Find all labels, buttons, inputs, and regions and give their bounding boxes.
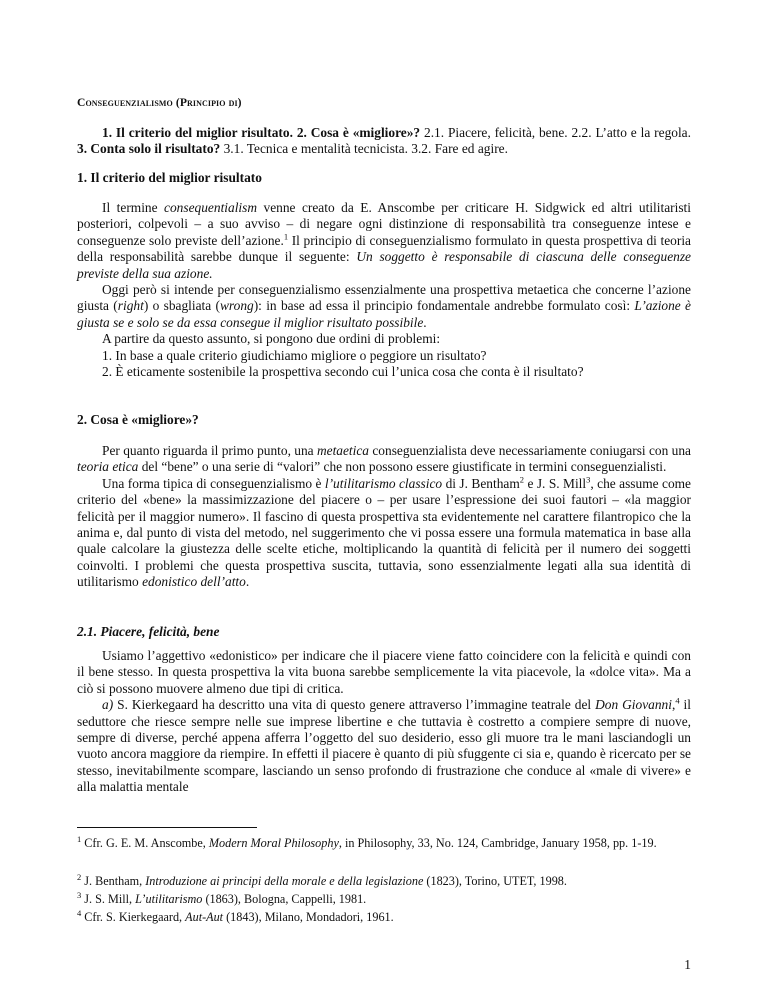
footnote-3: $^3$ J. S. Mill, L’utilitarismo (1863), Bologna, Cappelli, 1981.	[77, 889, 367, 906]
paragraph: Per quanto riguarda il primo punto, una metaetica conseguenzialista deve necessariamente coniugarsi con una teoria etica del “bene” o una serie di “valori” che non possono essere giustificate in termini conseguenzialisti.	[77, 443, 691, 475]
page-number: 1	[684, 957, 691, 972]
footnote-ref-1: 1	[283, 231, 289, 242]
outline-section-1: 1. Il criterio del miglior risultato.	[102, 125, 293, 140]
outline-section-2: 2. Cosa è «migliore»?	[296, 125, 421, 140]
section-2-1-body	[77, 648, 691, 796]
footnote-1: $^1$ Cfr. G. E. M. Anscombe, Modern Moral Philosophy, in Philosophy, 33, No. 124, Cambridge, January 1958, pp. 1-19.	[77, 833, 657, 850]
footnote-2: $^2$ J. Bentham, Introduzione ai principi della morale e della legislazione (1823), Torino, UTET, 1998.	[77, 871, 567, 888]
footnote-ref-2: 2	[519, 474, 525, 485]
question-1: 1. In base a quale criterio giudichiamo migliore o peggiore un risultato?	[102, 347, 487, 363]
question-2: 2. È eticamente sostenibile la prospettiva secondo cui l’unica cosa che conta è il risultato?	[102, 364, 584, 380]
outline-section-3: 3. Conta solo il risultato?	[77, 141, 221, 157]
section-2-heading: 2. Cosa è «migliore»?	[77, 412, 199, 427]
section-1-heading: 1. Il criterio del miglior risultato	[77, 170, 262, 185]
footnote-separator	[77, 827, 257, 828]
section-2-1-heading: 2.1. Piacere, felicità, bene	[77, 624, 220, 639]
paragraph: Una forma tipica di conseguenzialismo è l’utilitarismo classico di J. Bentham$^2$ e J. S. Mill$^3$, che assume come criterio del «bene» la massimizzazione del piacere o – per usare l’espressione dei suoi fautori – «la maggior felicità per il maggior numero». Il fascino di questa prospettiva sta evidentemente nel carattere filantropico che la anima e, dal punto di vista del metodo, nel suggerimento che vi possa essere una formula matematica in base alla quale calcolare la giustezza delle scelte etiche, moltiplicando la quantità di felicità per il numero dei soggetti coinvolti. I problemi che questa prospettiva suscita, tuttavia, sono essenzialmente legati alla sua identità di utilitarismo edonistico dell’atto.	[77, 474, 692, 590]
paragraph: a) S. Kierkegaard ha descritto una vita di questo genere attraverso l’immagine teatrale del Don Giovanni,$^4$ il seduttore che riesce sempre nelle sue imprese libertine e che tuttavia è costretto a compiere sempre di nuove, sempre di diverse, perché appena afferra l’oggetto del suo desiderio, esso gli muore tra le mani lasciandogli un vuoto ancora maggiore da riempire. In effetti il piacere è quanto di più sfuggente ci sia e, quando è ricercato per se stesso, inevitabilmente scompare, lasciando un senso profondo di frustrazione che conduce al «male di vivere» e alla malattia mentale	[77, 695, 691, 795]
paragraph: Il termine consequentialism venne creato da E. Anscombe per criticare H. Sidgwick ed altri utilitaristi posteriori, colpevoli – a suo avviso – di negare ogni distinzione di responsabilità tra conseguenze intese e conseguenze solo previste dell’azione.$^1$ Il principio di conseguenzialismo formulato in questa prospettiva di teoria della responsabilità sarebbe dunque il seguente: Un soggetto è responsabile di ciascuna delle conseguenze previste della sua azione.	[77, 200, 691, 281]
document-title: Conseguenzialismo (Principio di)	[77, 96, 242, 109]
paragraph: Oggi però si intende per conseguenzialismo essenzialmente una prospettiva metaetica che concerne l’azione giusta (right) o sbagliata (wrong): in base ad essa il principio fondamentale andrebbe formulato così: L’azione è giusta se e solo se da essa consegue il miglior risultato possibile.	[77, 282, 692, 330]
footnote-ref-3: 3	[586, 474, 591, 485]
outline-section-2-subs: 2.1. Piacere, felicità, bene. 2.2. L’atto e la regola.	[424, 125, 691, 140]
outline-section-3-subs: 3.1. Tecnica e mentalità tecnicista. 3.2. Fare ed agire.	[223, 141, 508, 157]
footnote-4: $^4$ Cfr. S. Kierkegaard, Aut-Aut (1843), Milano, Mondadori, 1961.	[77, 907, 394, 924]
outline	[77, 125, 691, 158]
paragraph: Usiamo l’aggettivo «edonistico» per indicare che il piacere viene fatto coincidere con la felicità e quindi con il bene stesso. In questa prospettiva la vita buona sarebbe semplicemente la vita piacevole, la «dolce vita». Ma a ciò si possono muovere almeno due tipi di critica.	[77, 648, 691, 696]
paragraph: A partire da questo assunto, si pongono due ordini di problemi:	[102, 331, 441, 347]
footnote-ref-4: 4	[675, 695, 680, 706]
section-1-body	[77, 200, 691, 380]
section-2-body	[77, 443, 691, 591]
